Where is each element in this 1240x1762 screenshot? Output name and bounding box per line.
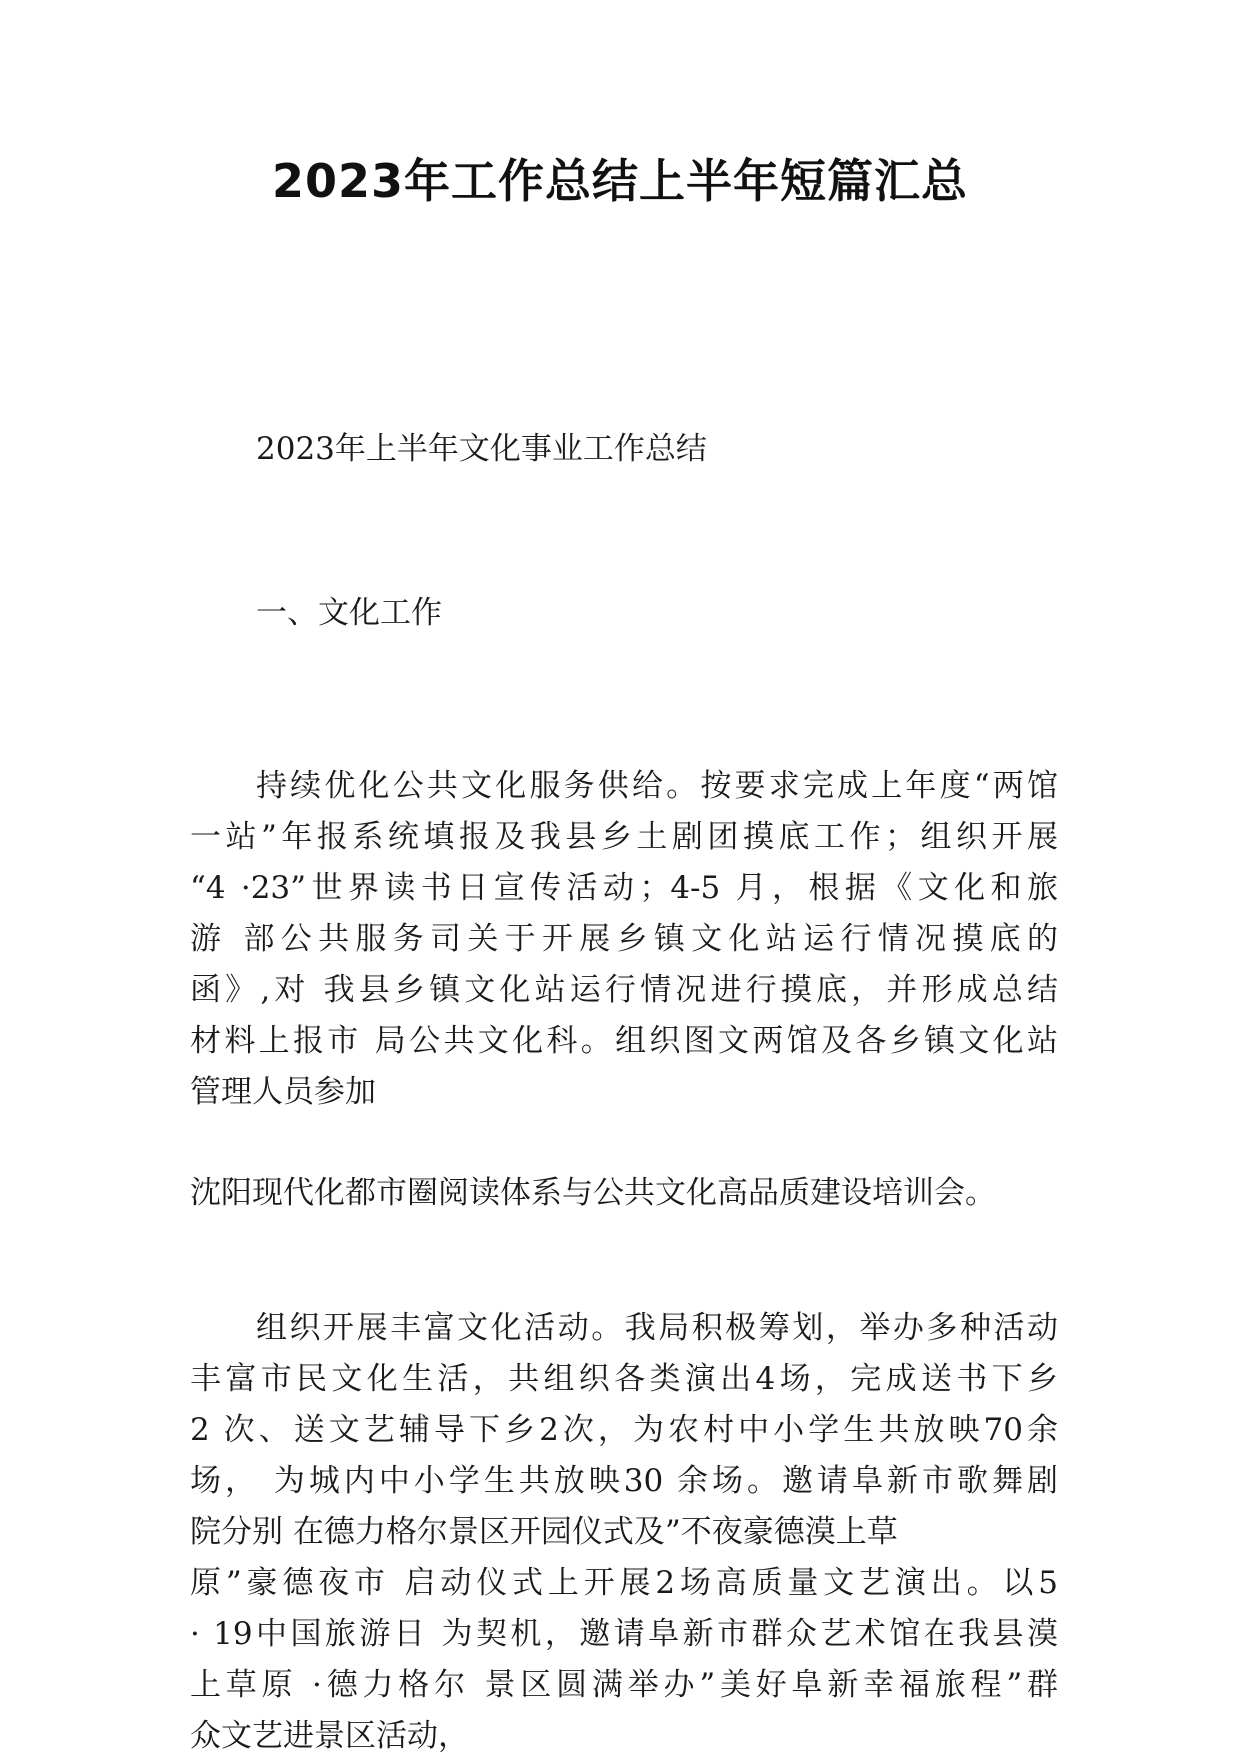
paragraph-line: 管理人员参加 [190, 1074, 376, 1110]
paragraph-line: 众文艺进景区活动， [190, 1718, 469, 1754]
paragraph-line: 持续优化公共文化服务供给。按要求完成上年度“两馆 [256, 768, 1058, 804]
paragraph-line: 丰富市民文化生活，共组织各类演出4场，完成送书下乡 [190, 1361, 1058, 1397]
paragraph-line: “4 ·23”世界读书日宣传活动；4-5 月，根据《文化和旅 [190, 870, 1058, 906]
document-subtitle [190, 424, 1058, 475]
paragraph-line: 沈阳现代化都市圈阅读体系与公共文化高品质建设培训会。 [190, 1175, 996, 1211]
paragraph-line: 材料上报市 局公共文化科。组织图文两馆及各乡镇文化站 [190, 1023, 1058, 1059]
document-title: 2023年工作总结上半年短篇汇总 [271, 154, 969, 208]
subtitle-line: 2023年上半年文化事业工作总结 [256, 431, 707, 467]
section-heading [190, 588, 1058, 639]
paragraph-line: 院分别 在德力格尔景区开园仪式及”不夜豪德漠上草 [190, 1514, 898, 1550]
paragraph-line: 2 次、送文艺辅导下乡2次，为农村中小学生共放映70余 [190, 1412, 1058, 1448]
paragraph-line: 一站”年报系统填报及我县乡土剧团摸底工作；组织开展 [190, 819, 1058, 855]
section-heading-line: 一、文化工作 [256, 595, 442, 631]
paragraph-training-session [190, 1168, 1058, 1219]
paragraph-line: 函》,对 我县乡镇文化站运行情况进行摸底，并形成总结 [190, 972, 1058, 1008]
paragraph-line: 场， 为城内中小学生共放映30 余场。邀请阜新市歌舞剧 [190, 1463, 1058, 1499]
paragraph-line: 组织开展丰富文化活动。我局积极筹划，举办多种活动 [256, 1310, 1058, 1346]
paragraph-line: 上草原 ·德力格尔 景区圆满举办”美好阜新幸福旅程”群 [190, 1667, 1058, 1703]
paragraph-line: 原”豪德夜市 启动仪式上开展2场高质量文艺演出。以5 [190, 1565, 1058, 1601]
paragraph-line: 游 部公共服务司关于开展乡镇文化站运行情况摸底的 [190, 921, 1058, 957]
paragraph-public-culture-services [190, 761, 1058, 1118]
paragraph-cultural-activities [190, 1303, 1058, 1762]
paragraph-line: · 19中国旅游日 为契机，邀请阜新市群众艺术馆在我县漠 [190, 1616, 1058, 1652]
